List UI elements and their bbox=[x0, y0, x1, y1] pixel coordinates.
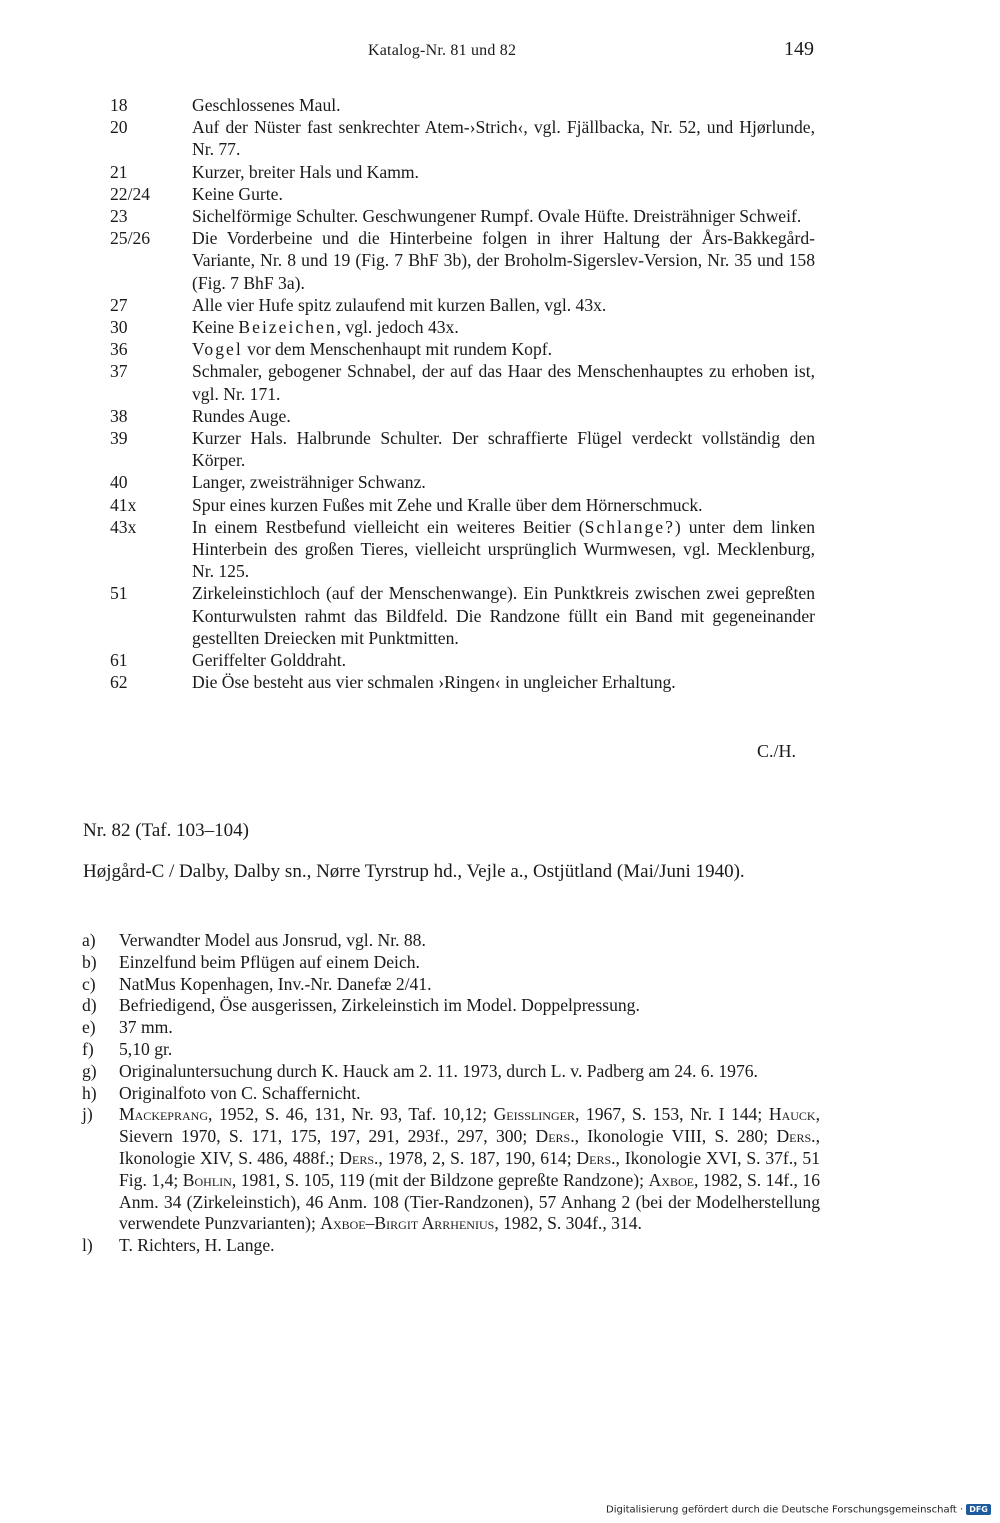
author-name: Axboe–Birgit Arrhenius bbox=[320, 1213, 495, 1234]
note-text: Geschlossenes Maul. bbox=[192, 95, 341, 115]
field-row bbox=[82, 974, 820, 996]
note-row bbox=[110, 427, 815, 471]
page-header bbox=[0, 38, 1000, 68]
field-row bbox=[82, 952, 820, 974]
note-text: Auf der Nüster fast senkrechter Atem-›Strich‹, vgl. Fjällbacka, Nr. 52, und Hjørlunde, Nr. 77. bbox=[192, 117, 815, 160]
note-text bbox=[192, 316, 815, 338]
field-text: Befriedigend, Öse ausgerissen, Zirkeleinstich im Model. Doppelpressung. bbox=[119, 995, 640, 1016]
funding-text: Digitalisierung gefördert durch die Deutsche Forschungsgemeinschaft · bbox=[606, 1504, 964, 1516]
note-number: 38 bbox=[110, 405, 128, 426]
field-label: l) bbox=[82, 1235, 93, 1256]
field-row bbox=[82, 1039, 820, 1061]
note-number: 41x bbox=[110, 494, 137, 515]
field-row bbox=[82, 1017, 820, 1039]
note-row bbox=[110, 183, 815, 205]
citation-text: , 1981, S. 105, 119 (mit der Bildzone gepreßte Randzone); bbox=[231, 1169, 649, 1190]
note-text: Schmaler, gebogener Schnabel, der auf das Haar des Menschenhauptes zu erhoben ist, vgl. Nr. 171. bbox=[192, 361, 815, 404]
citation-text: , 1978, 2, S. 187, 190, 614; bbox=[378, 1147, 577, 1168]
note-text-rest: vor dem Menschenhaupt mit rundem Kopf. bbox=[242, 339, 553, 360]
field-text: 37 mm. bbox=[119, 1017, 173, 1038]
note-number: 20 bbox=[110, 117, 128, 138]
note-number: 51 bbox=[110, 583, 128, 604]
note-text-prefix: In einem Restbefund vielleicht ein weiteres Beitier ( bbox=[192, 516, 585, 537]
field-row bbox=[82, 1235, 820, 1257]
author-name: Mackeprang bbox=[119, 1104, 208, 1125]
note-number: 25/26 bbox=[110, 228, 151, 249]
note-row bbox=[110, 471, 815, 493]
citation-text: , Ikonologie XIV, S. 486, 488f.; bbox=[119, 1126, 820, 1168]
field-text: Einzelfund beim Pflügen auf einem Deich. bbox=[119, 951, 420, 972]
note-text: Langer, zweisträhniger Schwanz. bbox=[192, 472, 426, 493]
note-row bbox=[110, 671, 815, 693]
note-row bbox=[110, 649, 815, 671]
note-text-rest: , vgl. jedoch 43x. bbox=[336, 317, 459, 338]
note-text: Zirkeleinstichloch (auf der Menschenwange). Ein Punktkreis zwischen zwei gepreßten Konturwulsten rahmt das Bildfeld. Die Randzone füllt ein Band mit gegeneinander gestellten Dreiecken mit Punktmitten. bbox=[192, 583, 815, 648]
field-label: d) bbox=[82, 995, 97, 1016]
field-label: e) bbox=[82, 1017, 96, 1038]
note-text: Rundes Auge. bbox=[192, 405, 291, 426]
note-row bbox=[110, 227, 815, 294]
field-row bbox=[82, 1061, 820, 1083]
field-text: NatMus Kopenhagen, Inv.-Nr. Danefæ 2/41. bbox=[119, 973, 432, 994]
note-row bbox=[110, 338, 815, 360]
entry-heading: Nr. 82 (Taf. 103–104) bbox=[83, 820, 249, 841]
note-text: Kurzer, breiter Hals und Kamm. bbox=[192, 161, 419, 182]
note-number: 61 bbox=[110, 650, 128, 671]
citation-text: , 1967, S. 153, Nr. I 144; bbox=[574, 1104, 769, 1125]
note-text-spaced: Beizeichen bbox=[238, 317, 337, 338]
author-signature: C./H. bbox=[757, 741, 797, 761]
note-text-spaced: Schlange? bbox=[584, 516, 675, 537]
note-text: Die Öse besteht aus vier schmalen ›Ringen‹ in ungleicher Erhaltung. bbox=[192, 672, 676, 693]
note-row bbox=[110, 316, 815, 338]
note-text bbox=[192, 516, 815, 583]
note-row bbox=[110, 360, 815, 404]
note-number: 62 bbox=[110, 672, 128, 693]
note-text: Keine Gurte. bbox=[192, 183, 283, 204]
note-number: 27 bbox=[110, 294, 128, 315]
citation-text: , 1952, S. 46, 131, Nr. 93, Taf. 10,12; bbox=[208, 1104, 494, 1125]
page-number: 149 bbox=[784, 38, 814, 60]
note-text-spaced: Vogel bbox=[192, 339, 243, 360]
catalog-fields bbox=[82, 930, 820, 1257]
note-row bbox=[110, 116, 815, 160]
note-text bbox=[192, 338, 815, 360]
note-number: 36 bbox=[110, 339, 128, 360]
author-name: Ders. bbox=[576, 1147, 616, 1168]
citation-text: , Ikonologie VIII, S. 280; bbox=[574, 1126, 777, 1147]
citation-text: , Ikonologie XVI, S. 37f., 51 Fig. 1,4; bbox=[119, 1147, 820, 1190]
note-number: 37 bbox=[110, 361, 128, 382]
field-label: c) bbox=[82, 973, 96, 994]
note-number: 40 bbox=[110, 472, 128, 493]
funding-footer bbox=[606, 1504, 991, 1516]
citation-text: , 1982, S. 304f., 314. bbox=[494, 1213, 642, 1234]
field-label: g) bbox=[82, 1060, 97, 1081]
field-text: Verwandter Model aus Jonsrud, vgl. Nr. 88. bbox=[119, 930, 426, 950]
field-text: T. Richters, H. Lange. bbox=[119, 1235, 275, 1256]
dfg-logo: DFG bbox=[966, 1504, 991, 1515]
field-text: 5,10 gr. bbox=[119, 1038, 173, 1059]
note-number: 39 bbox=[110, 428, 128, 449]
author-name: Ders. bbox=[535, 1126, 575, 1147]
field-label: j) bbox=[82, 1104, 93, 1125]
note-number: 18 bbox=[110, 95, 128, 115]
field-label: h) bbox=[82, 1082, 97, 1103]
note-row bbox=[110, 294, 815, 316]
field-row bbox=[82, 995, 820, 1017]
note-text: Spur eines kurzen Fußes mit Zehe und Kralle über dem Hörnerschmuck. bbox=[192, 494, 703, 515]
field-row bbox=[82, 1083, 820, 1105]
field-text: Originaluntersuchung durch K. Hauck am 2. 11. 1973, durch L. v. Padberg am 24. 6. 1976. bbox=[119, 1060, 758, 1081]
note-text: Sichelförmige Schulter. Geschwungener Rumpf. Ovale Hüfte. Dreisträhniger Schweif. bbox=[192, 206, 802, 227]
author-name: Geisslinger bbox=[493, 1104, 575, 1125]
entry-location: Højgård-C / Dalby, Dalby sn., Nørre Tyrstrup hd., Vejle a., Ostjütland (Mai/Juni 1940). bbox=[83, 861, 745, 882]
note-row bbox=[110, 161, 815, 183]
field-row bbox=[82, 930, 820, 952]
note-number: 23 bbox=[110, 206, 128, 227]
note-number: 43x bbox=[110, 516, 137, 537]
citation-text: , Sievern 1970, S. 171, 175, 197, 291, 293f., 297, 300; bbox=[119, 1104, 820, 1147]
note-row bbox=[110, 205, 815, 227]
note-text: Kurzer Hals. Halbrunde Schulter. Der schraffierte Flügel verdeckt vollständig den Körper. bbox=[192, 428, 815, 471]
note-row bbox=[110, 94, 815, 116]
note-text: Die Vorderbeine und die Hinterbeine folgen in ihrer Haltung der Års-Bakkegård-Variante, Nr. 8 und 19 (Fig. 7 BhF 3b), der Broholm-Sigerslev-Version, Nr. 35 und 158 (Fig. 7 BhF 3a). bbox=[192, 228, 815, 293]
author-name: Ders. bbox=[776, 1126, 816, 1147]
note-row bbox=[110, 516, 815, 583]
author-name: Axboe bbox=[648, 1169, 694, 1190]
field-text: Originalfoto von C. Schaffernicht. bbox=[119, 1082, 361, 1103]
field-row bbox=[82, 1104, 820, 1235]
notes-list bbox=[110, 94, 815, 693]
note-text-rest: ) unter dem linken Hinterbein des großen Tieres, vielleicht ursprünglich Wurmwesen, vgl. Mecklenburg, Nr. 125. bbox=[192, 516, 815, 582]
note-number: 30 bbox=[110, 317, 128, 338]
citation-text: , 1982, S. 14f., 16 Anm. 34 (Zirkeleinstich), 46 Anm. 108 (Tier-Randzonen), 57 Anhang 2 (bei der Modelherstellung verwendete Punzvarianten); bbox=[119, 1169, 820, 1234]
field-label: f) bbox=[82, 1038, 94, 1059]
note-row bbox=[110, 405, 815, 427]
field-label: b) bbox=[82, 951, 97, 972]
note-row bbox=[110, 494, 815, 516]
note-number: 21 bbox=[110, 161, 128, 182]
field-label: a) bbox=[82, 930, 96, 950]
note-number: 22/24 bbox=[110, 183, 151, 204]
running-title: Katalog-Nr. 81 und 82 bbox=[368, 42, 517, 59]
note-text-prefix: Keine bbox=[192, 317, 239, 338]
field-text bbox=[119, 1104, 820, 1235]
author-name: Bohlin bbox=[182, 1169, 232, 1190]
author-name: Hauck bbox=[768, 1104, 816, 1125]
note-text: Geriffelter Golddraht. bbox=[192, 650, 347, 671]
note-row bbox=[110, 582, 815, 649]
note-text: Alle vier Hufe spitz zulaufend mit kurzen Ballen, vgl. 43x. bbox=[192, 294, 607, 315]
author-name: Ders. bbox=[339, 1147, 379, 1168]
